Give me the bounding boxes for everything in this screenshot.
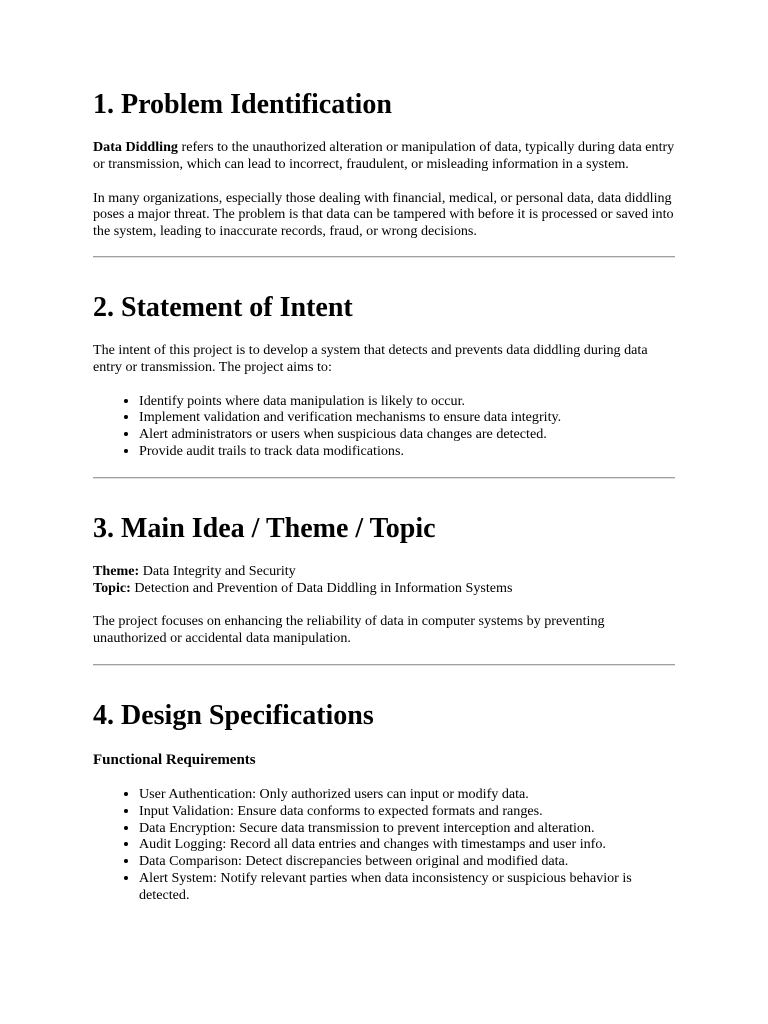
functional-requirements-list — [93, 786, 675, 904]
term-data-diddling: Data Diddling — [93, 139, 178, 155]
section-title-problem-identification: 1. Problem Identification — [93, 89, 392, 120]
document-page — [93, 0, 675, 904]
section-divider — [93, 256, 675, 258]
list-item: • Provide audit trails to track data modifications. — [139, 443, 675, 460]
topic-label: Topic: — [93, 579, 131, 596]
theme-label: Theme: — [93, 562, 140, 579]
list-item: • Data Encryption: Secure data transmission to prevent interception and alteration. — [139, 820, 675, 837]
list-item: • Input Validation: Ensure data conforms to expected formats and ranges. — [139, 803, 675, 820]
definition-text: refers to the unauthorized alteration or manipulation of data, typically during data entry or transmission, which can lead to incorrect, fraudulent, or misleading information in a system. — [93, 139, 675, 172]
section-title-design-specifications: 4. Design Specifications — [93, 699, 374, 731]
section-title-statement-of-intent: 2. Statement of Intent — [93, 291, 353, 323]
list-item: • Audit Logging: Record all data entries and changes with timestamps and user info. — [139, 836, 675, 853]
intent-aims-list — [93, 393, 675, 460]
section-divider — [93, 664, 675, 666]
paragraph-data-diddling-definition — [93, 139, 675, 173]
theme-topic-block — [93, 563, 675, 597]
subheading-functional-requirements: Functional Requirements — [93, 751, 256, 768]
list-item: • User Authentication: Only authorized users can input or modify data. — [139, 786, 675, 803]
list-item: • Alert System: Notify relevant parties when data inconsistency or suspicious behavior is detected. — [139, 870, 675, 904]
section-title-main-idea: 3. Main Idea / Theme / Topic — [93, 512, 436, 544]
paragraph-problem-threat: In many organizations, especially those dealing with financial, medical, or personal data, data diddling poses a major threat. The problem is that data can be tampered with before it is processed or saved into the system, leading to inaccurate records, fraud, or wrong decisions. — [93, 189, 674, 240]
paragraph-intent: The intent of this project is to develop a system that detects and prevents data diddling during data entry or transmission. The project aims to: — [93, 341, 648, 375]
list-item: • Alert administrators or users when suspicious data changes are detected. — [139, 426, 675, 443]
section-divider — [93, 477, 675, 479]
theme-value: Data Integrity and Security — [139, 562, 296, 579]
list-item: • Identify points where data manipulation is likely to occur. — [139, 393, 675, 410]
topic-value: Detection and Prevention of Data Diddling in Information Systems — [130, 579, 513, 596]
paragraph-project-focus: The project focuses on enhancing the reliability of data in computer systems by preventing unauthorized or accidental data manipulation. — [93, 613, 605, 647]
list-item: • Data Comparison: Detect discrepancies between original and modified data. — [139, 853, 675, 870]
list-item: • Implement validation and verification mechanisms to ensure data integrity. — [139, 409, 675, 426]
